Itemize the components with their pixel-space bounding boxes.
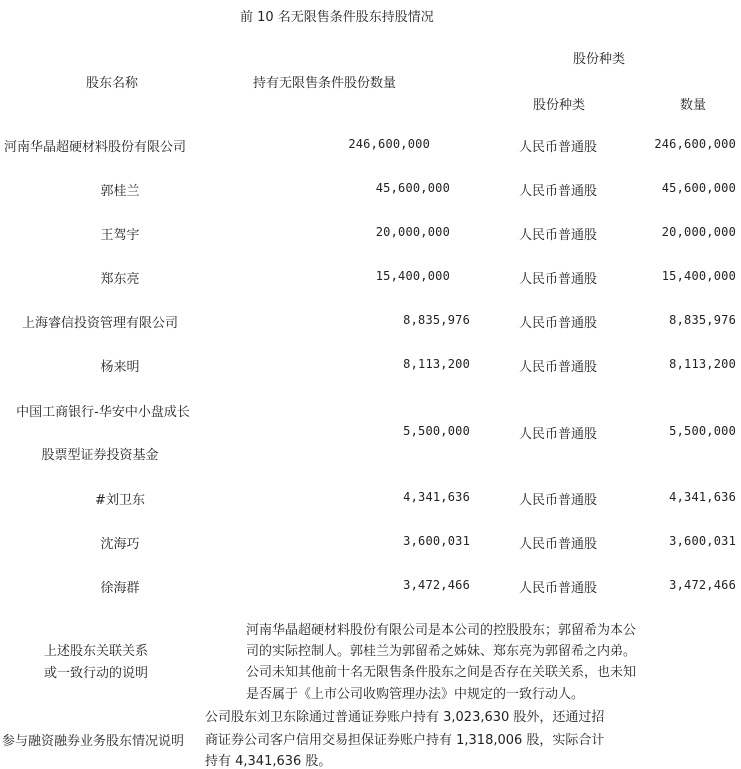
- row-5-quantity: 8,835,976: [403, 313, 470, 327]
- margin-text-line3: 持有 4,341,636 股。: [205, 754, 332, 769]
- row-1-name: 河南华晶超硬材料股份有限公司: [4, 140, 187, 155]
- row-4-quantity: 15,400,000: [375, 269, 450, 283]
- row-1-quantity: 246,600,000: [348, 137, 430, 151]
- row-2-amount: 45,600,000: [661, 181, 736, 195]
- row-9-amount: 3,600,031: [669, 534, 736, 548]
- row-4-amount: 15,400,000: [661, 269, 736, 283]
- header-shareholder-name: 股东名称: [86, 76, 139, 91]
- row-1-amount: 246,600,000: [654, 137, 736, 151]
- header-share-type-group: 股份种类: [573, 52, 626, 67]
- row-8-name: #刘卫东: [95, 493, 145, 508]
- margin-text-line1: 公司股东刘卫东除通过普通证券账户持有 3,023,630 股外，还通过招: [205, 710, 605, 725]
- row-1-type: 人民币普通股: [519, 140, 598, 155]
- row-3-amount: 20,000,000: [661, 225, 736, 239]
- header-share-type: 股份种类: [533, 98, 586, 113]
- related-text-line1: 河南华晶超硬材料股份有限公司是本公司的控股股东；郭留希为本公: [246, 623, 637, 638]
- margin-label: 参与融资融券业务股东情况说明: [2, 734, 185, 749]
- related-label-line1: 上述股东关联关系: [44, 644, 149, 659]
- row-3-type: 人民币普通股: [519, 228, 598, 243]
- row-2-type: 人民币普通股: [519, 184, 598, 199]
- row-7-name-line1: 中国工商银行-华安中小盘成长: [16, 405, 190, 420]
- row-10-name: 徐海群: [100, 581, 140, 596]
- margin-text-line2: 商证券公司客户信用交易担保证券账户持有 1,318,006 股，实际合计: [205, 733, 605, 748]
- row-10-quantity: 3,472,466: [403, 578, 470, 592]
- row-9-name: 沈海巧: [100, 537, 140, 552]
- row-5-type: 人民币普通股: [519, 316, 598, 331]
- row-2-name: 郭桂兰: [100, 184, 140, 199]
- header-unrestricted-quantity: 持有无限售条件股份数量: [253, 76, 397, 91]
- row-5-name: 上海睿信投资管理有限公司: [21, 316, 178, 331]
- table-title: 前 10 名无限售条件股东持股情况: [240, 10, 434, 25]
- row-7-quantity: 5,500,000: [403, 424, 470, 438]
- row-7-type: 人民币普通股: [519, 427, 598, 442]
- row-3-quantity: 20,000,000: [375, 225, 450, 239]
- header-amount: 数量: [680, 98, 707, 113]
- row-8-amount: 4,341,636: [669, 490, 736, 504]
- row-3-name: 王驾宇: [100, 228, 140, 243]
- row-9-quantity: 3,600,031: [403, 534, 470, 548]
- row-9-type: 人民币普通股: [519, 537, 598, 552]
- row-5-amount: 8,835,976: [669, 313, 736, 327]
- row-10-amount: 3,472,466: [669, 578, 736, 592]
- row-8-type: 人民币普通股: [519, 493, 598, 508]
- row-6-amount: 8,113,200: [669, 357, 736, 371]
- related-text-line4: 是否属于《上市公司收购管理办法》中规定的一致行动人。: [246, 687, 585, 702]
- related-text-line2: 司的实际控制人。郭桂兰为郭留希之姊妹、郑东亮为郭留希之内弟。: [246, 644, 637, 659]
- row-7-amount: 5,500,000: [669, 424, 736, 438]
- row-6-type: 人民币普通股: [519, 360, 598, 375]
- related-text-line3: 公司未知其他前十名无限售条件股东之间是否存在关联关系，也未知: [246, 665, 637, 680]
- row-8-quantity: 4,341,636: [403, 490, 470, 504]
- row-2-quantity: 45,600,000: [375, 181, 450, 195]
- row-6-name: 杨来明: [100, 360, 140, 375]
- row-7-name-line2: 股票型证券投资基金: [41, 448, 159, 463]
- related-label-line2: 或一致行动的说明: [44, 666, 149, 681]
- row-4-type: 人民币普通股: [519, 272, 598, 287]
- row-10-type: 人民币普通股: [519, 581, 598, 596]
- row-6-quantity: 8,113,200: [403, 357, 470, 371]
- row-4-name: 郑东亮: [100, 272, 140, 287]
